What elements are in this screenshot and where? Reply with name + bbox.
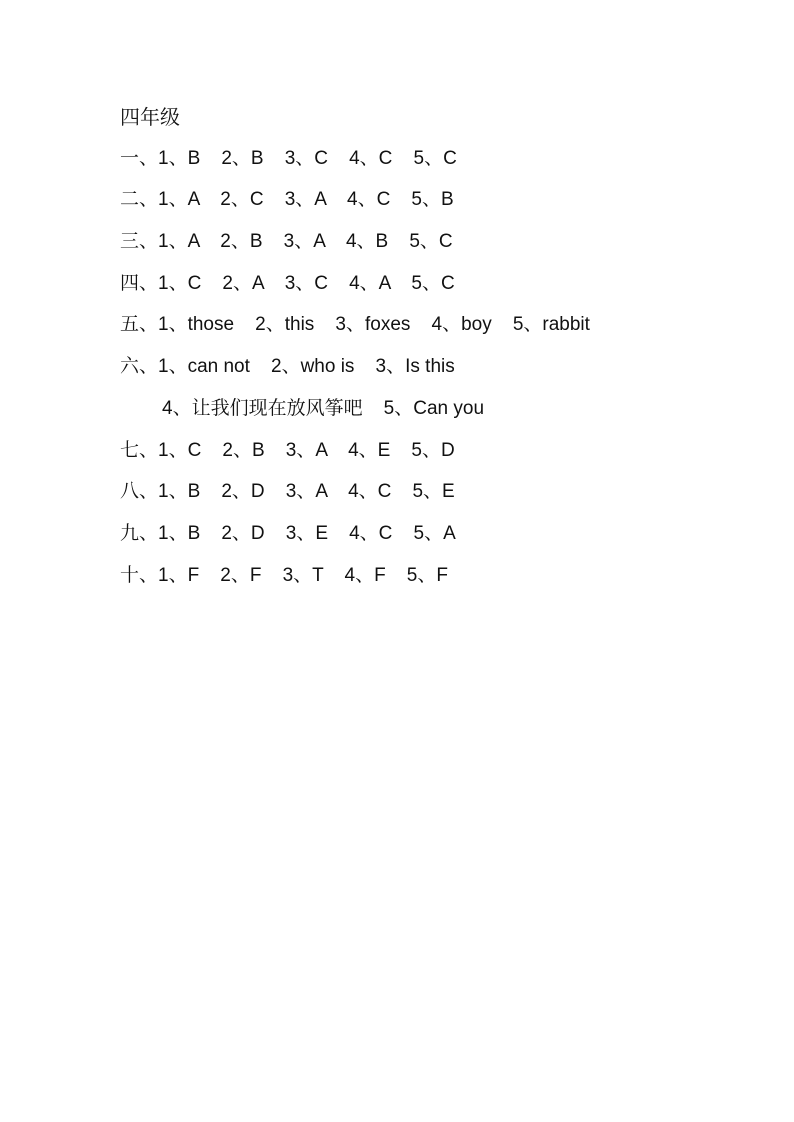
answer-line-2: 二、1、A 2、C 3、A 4、C 5、B — [120, 189, 454, 211]
answer-line-6-continued: 4、让我们现在放风筝吧 5、Can you — [162, 397, 485, 419]
grade-title: 四年级 — [120, 105, 180, 129]
answer-line-10: 十、1、F 2、F 3、T 4、F 5、F — [120, 564, 448, 586]
answer-line-8: 八、1、B 2、D 3、A 4、C 5、E — [120, 481, 455, 503]
answer-key — [120, 103, 740, 603]
answer-line-3: 三、1、A 2、B 3、A 4、B 5、C — [120, 231, 453, 253]
answer-line-5: 五、1、those 2、this 3、foxes 4、boy 5、rabbit — [120, 314, 590, 336]
answer-line-4: 四、1、C 2、A 3、C 4、A 5、C — [120, 272, 455, 294]
answer-line-1: 一、1、B 2、B 3、C 4、C 5、C — [120, 147, 457, 169]
answer-line-6: 六、1、can not 2、who is 3、Is this — [120, 356, 455, 378]
answer-line-7: 七、1、C 2、B 3、A 4、E 5、D — [120, 439, 455, 461]
answer-line-9: 九、1、B 2、D 3、E 4、C 5、A — [120, 522, 456, 544]
